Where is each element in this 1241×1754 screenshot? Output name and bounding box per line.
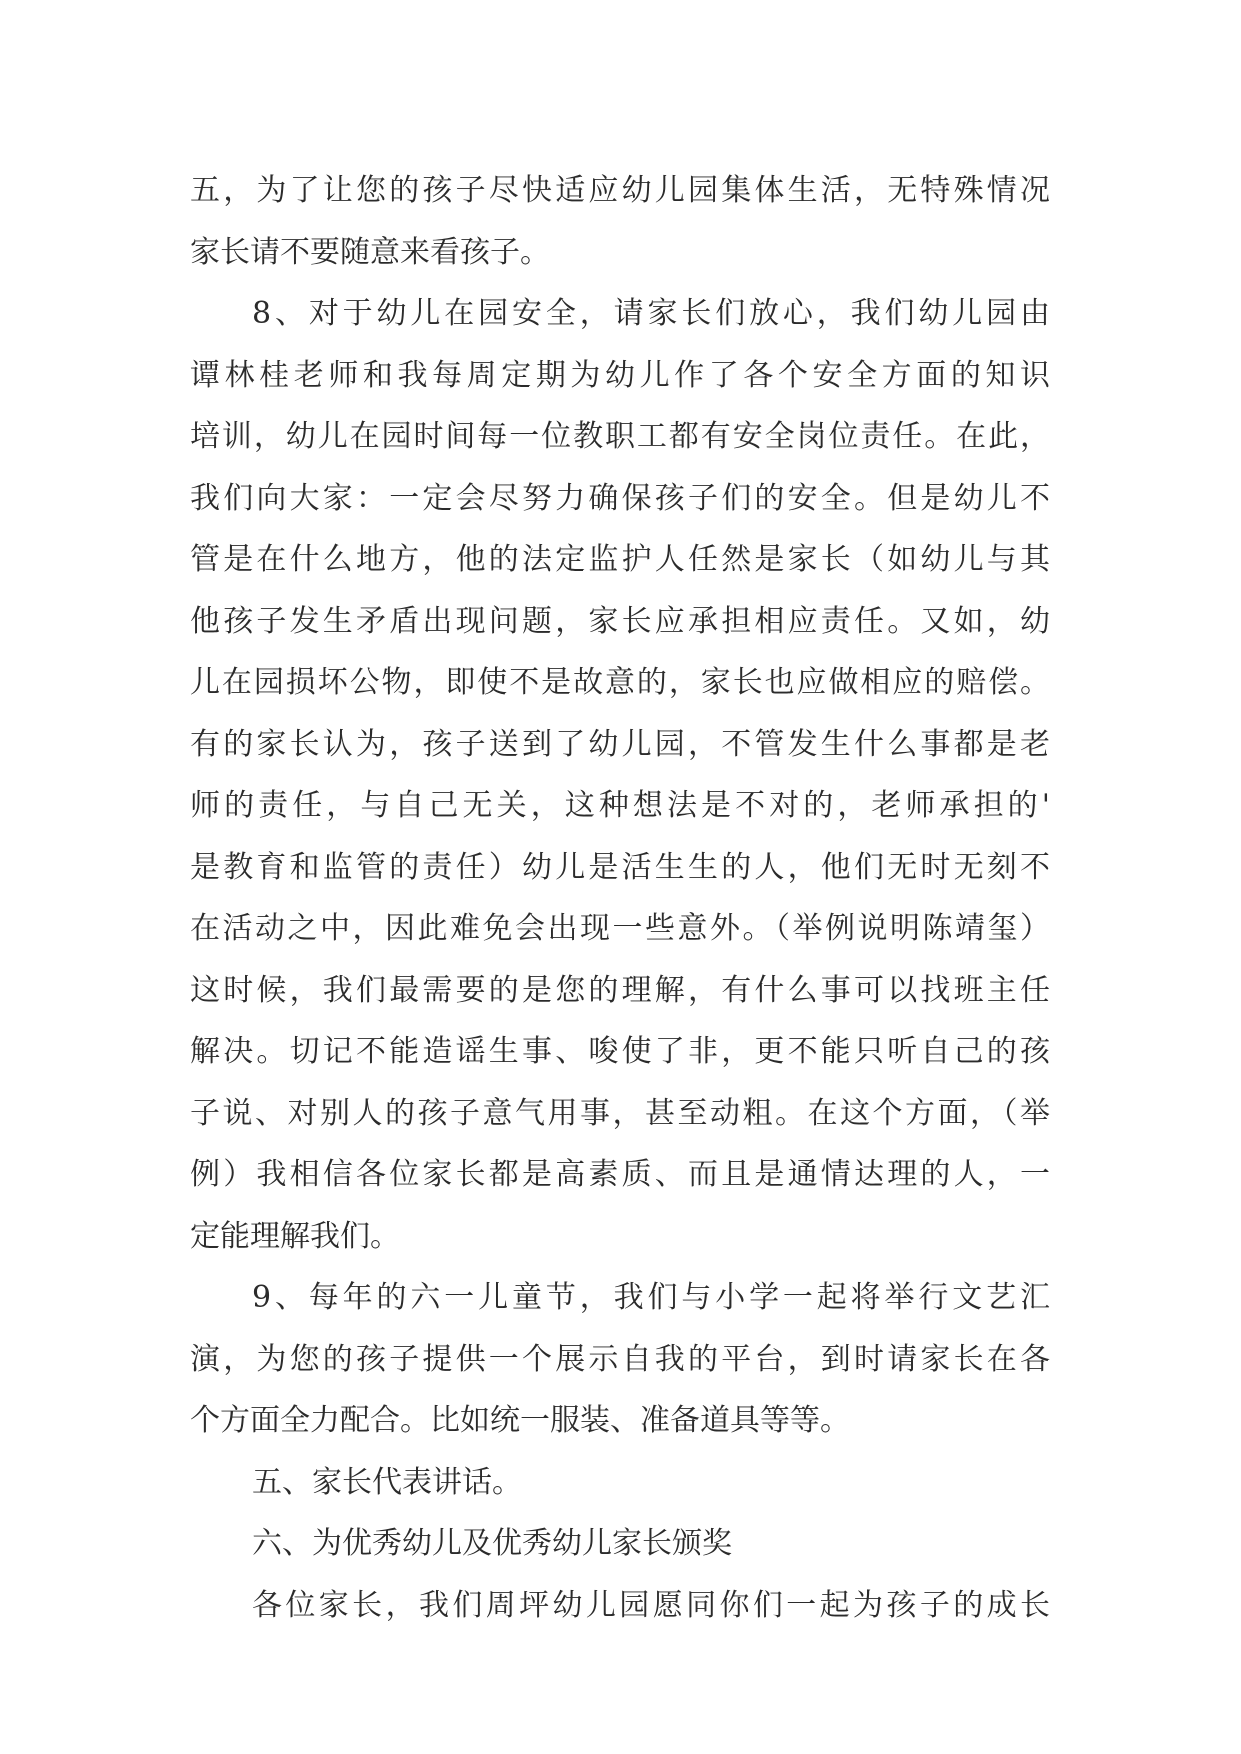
text-line: 这时候，我们最需要的是您的理解，有什么事可以找班主任 <box>190 972 1050 1008</box>
text-line: 定能理解我们。 <box>190 1218 400 1254</box>
text-line: 五、家长代表讲话。 <box>252 1464 522 1500</box>
text-line: 在活动之中，因此难免会出现一些意外。（举例说明陈靖玺） <box>190 911 1050 946</box>
text-line: 六、为优秀幼儿及优秀幼儿家长颁奖 <box>252 1526 732 1561</box>
text-line: 演，为您的孩子提供一个展示自我的平台，到时请家长在各 <box>190 1341 1050 1377</box>
text-line: 家长请不要随意来看孩子。 <box>190 234 550 270</box>
text-line: 他孩子发生矛盾出现问题，家长应承担相应责任。又如，幼 <box>190 603 1050 639</box>
text-line: 我们向大家：一定会尽努力确保孩子们的安全。但是幼儿不 <box>190 480 1050 516</box>
text-line: 个方面全力配合。比如统一服装、准备道具等等。 <box>190 1403 850 1438</box>
text-line: 子说、对别人的孩子意气用事，甚至动粗。在这个方面，（举 <box>190 1095 1050 1131</box>
text-line: 儿在园损坏公物，即使不是故意的，家长也应做相应的赔偿。 <box>190 665 1050 700</box>
document-body <box>190 160 1050 1636</box>
text-line: 解决。切记不能造谣生事、唆使了非，更不能只听自己的孩 <box>190 1034 1050 1069</box>
text-line: 管是在什么地方，他的法定监护人任然是家长（如幼儿与其 <box>190 542 1050 577</box>
text-line: 9、每年的六一儿童节，我们与小学一起将举行文艺汇 <box>252 1280 1050 1315</box>
text-line: 各位家长，我们周坪幼儿园愿同你们一起为孩子的成长 <box>252 1587 1050 1623</box>
text-line: 是教育和监管的责任）幼儿是活生生的人，他们无时无刻不 <box>190 849 1050 885</box>
text-line: 五，为了让您的孩子尽快适应幼儿园集体生活，无特殊情况 <box>190 173 1050 208</box>
text-line: 有的家长认为，孩子送到了幼儿园，不管发生什么事都是老 <box>190 726 1050 762</box>
text-line: 8、对于幼儿在园安全，请家长们放心，我们幼儿园由 <box>252 296 1050 331</box>
text-line: 培训，幼儿在园时间每一位教职工都有安全岗位责任。在此， <box>190 419 1050 454</box>
text-line: 谭林桂老师和我每周定期为幼儿作了各个安全方面的知识 <box>190 357 1050 393</box>
text-line: 例）我相信各位家长都是高素质、而且是通情达理的人，一 <box>190 1157 1050 1192</box>
text-line: 师的责任，与自己无关，这种想法是不对的，老师承担的' <box>190 788 1050 823</box>
